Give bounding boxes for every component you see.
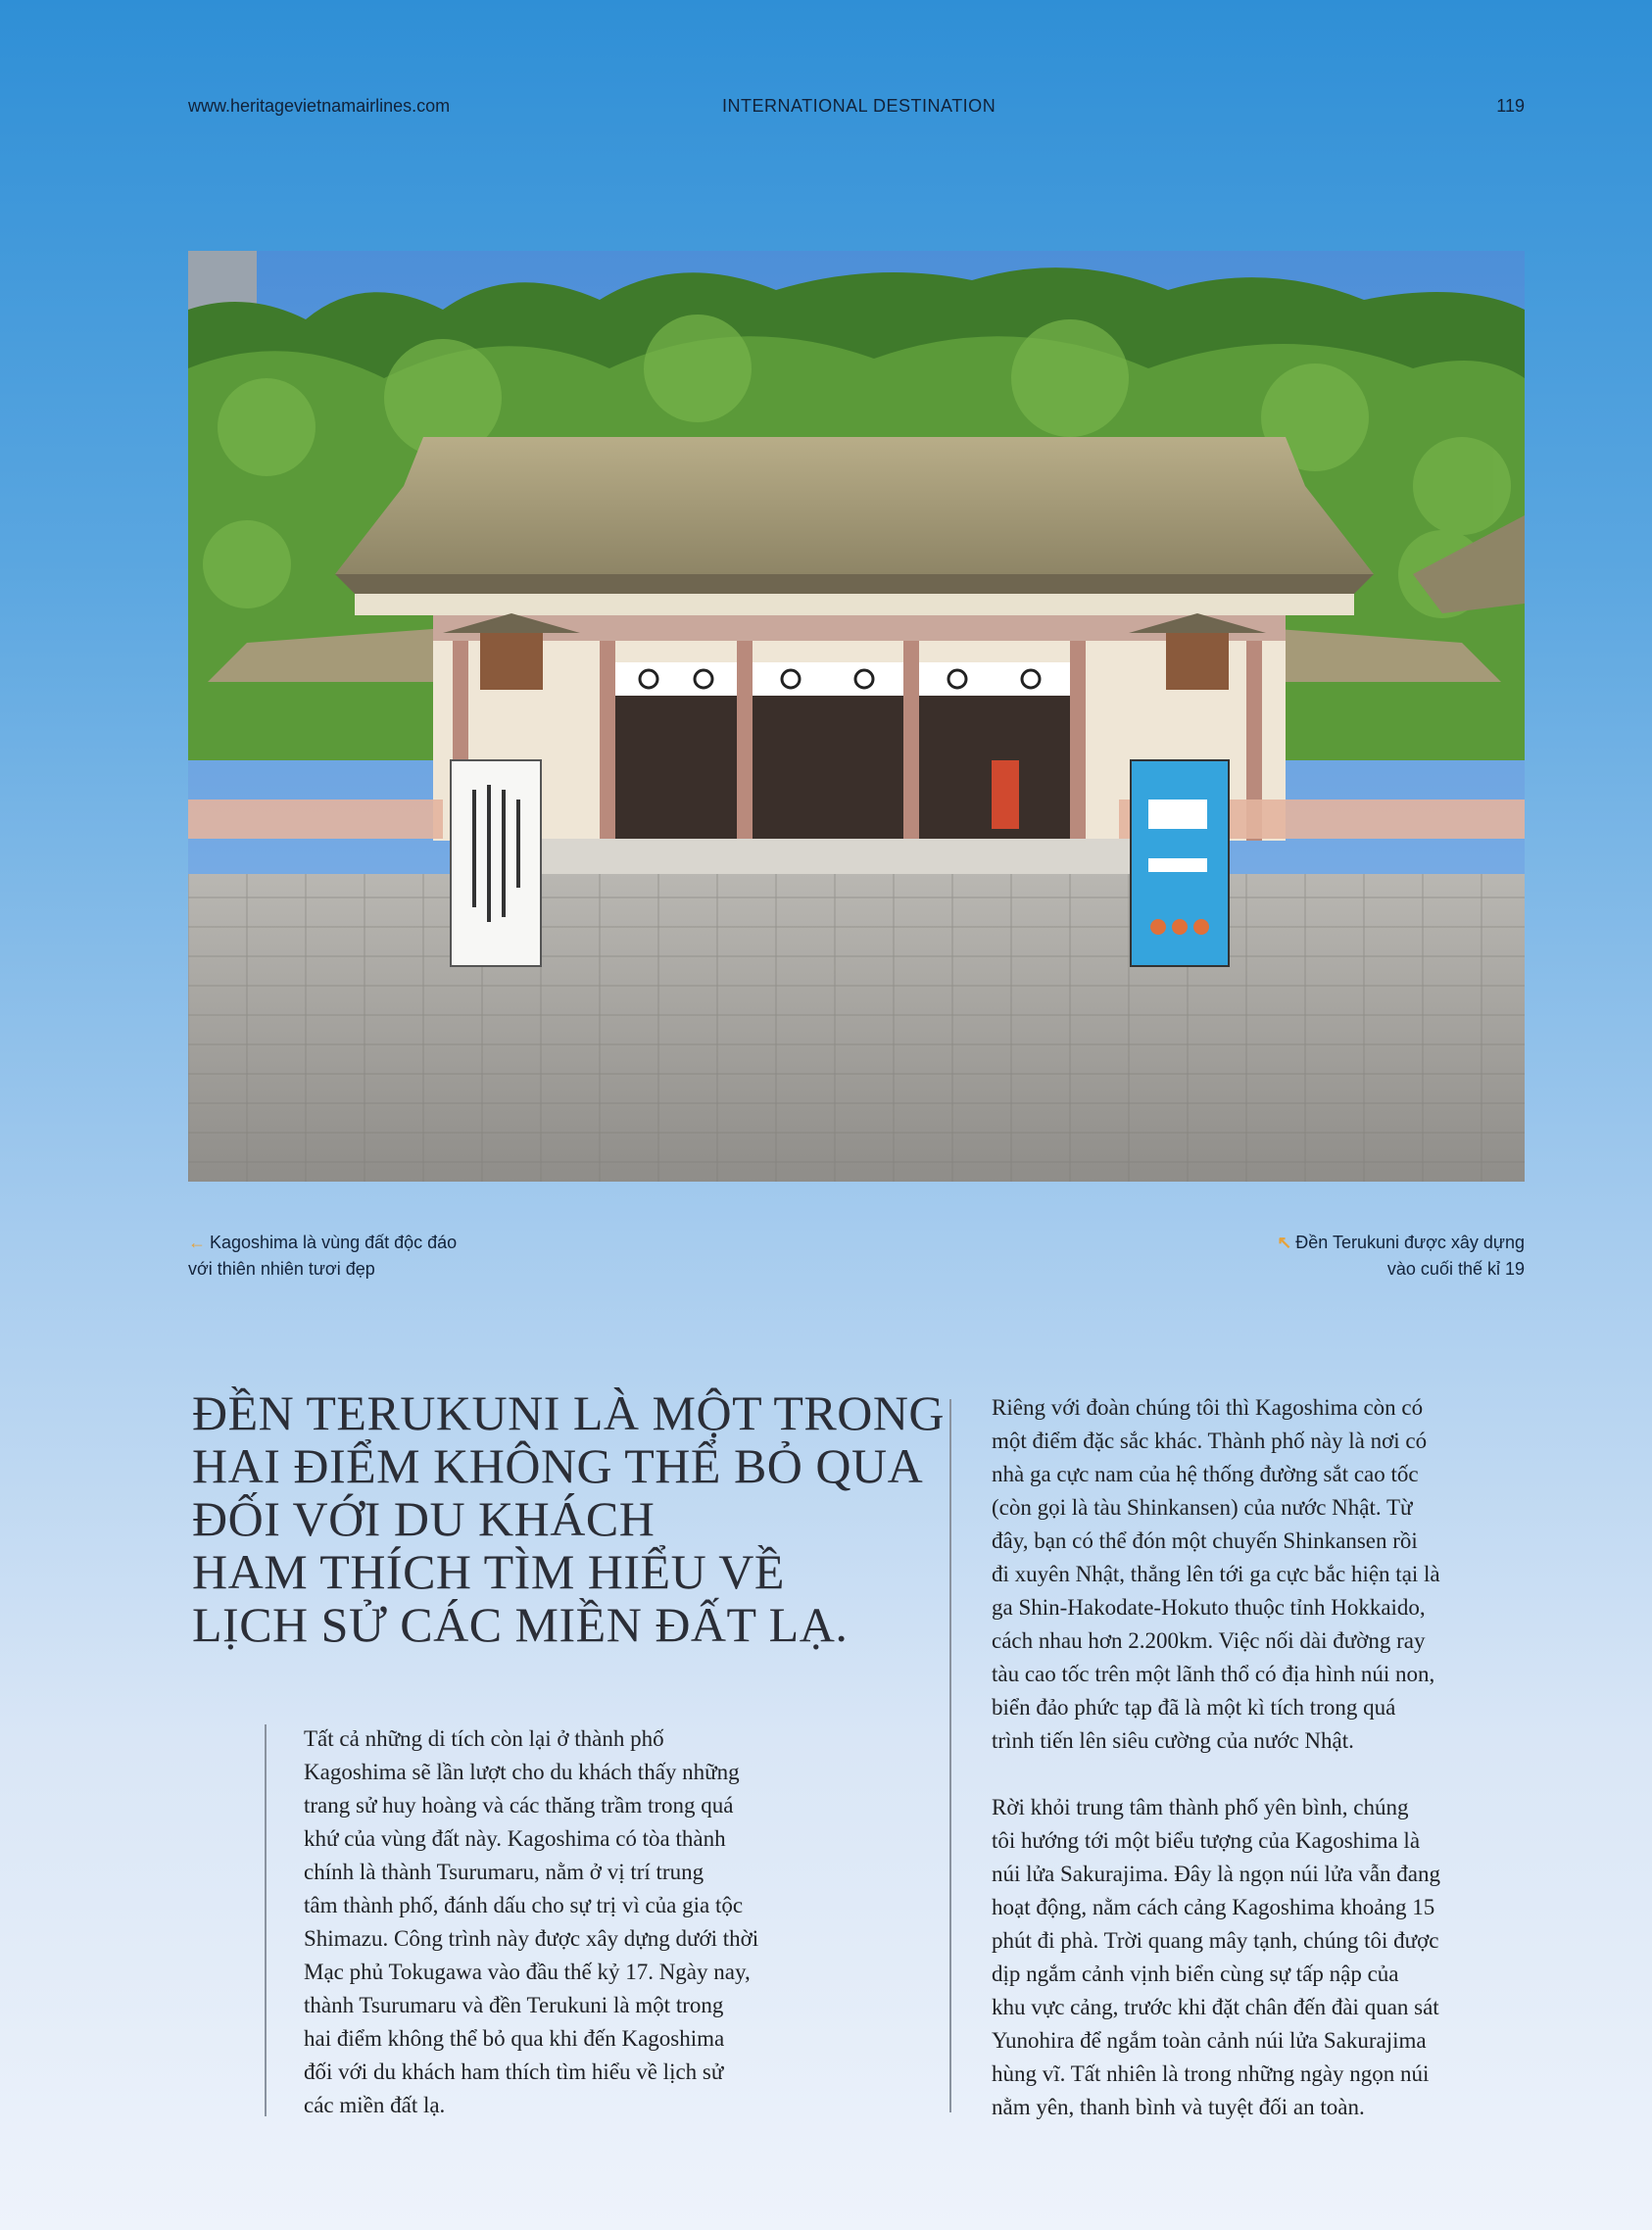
text-line: khứ của vùng đất này. Kagoshima có tòa thành bbox=[304, 1826, 726, 1851]
section-title: INTERNATIONAL DESTINATION bbox=[722, 96, 996, 116]
text-line: các miền đất lạ. bbox=[304, 2093, 446, 2117]
page-number: 119 bbox=[1496, 96, 1525, 116]
text-line: một điểm đặc sắc khác. Thành phố này là nơi có bbox=[992, 1429, 1428, 1453]
text-line: phút đi phà. Trời quang mây tạnh, chúng tôi được bbox=[992, 1928, 1439, 1953]
paragraph bbox=[304, 1722, 852, 2122]
text-line: Kagoshima sẽ lần lượt cho du khách thấy những bbox=[304, 1760, 740, 1784]
text-line: trình tiến lên siêu cường của nước Nhật. bbox=[992, 1728, 1354, 1753]
text-line: tôi hướng tới một biểu tượng của Kagoshima là bbox=[992, 1828, 1421, 1853]
text-line: núi lửa Sakurajima. Đây là ngọn núi lửa vẫn đang bbox=[992, 1862, 1440, 1886]
pull-quote-line: ĐỀN TERUKUNI LÀ MỘT TRONG bbox=[192, 1385, 946, 1440]
text-line: khu vực cảng, trước khi đặt chân đến đài quan sát bbox=[992, 1995, 1439, 2019]
text-line: đối với du khách ham thích tìm hiểu về lịch sử bbox=[304, 2060, 724, 2084]
shrine-photo bbox=[188, 251, 1525, 1182]
arrow-left-icon: ← bbox=[188, 1233, 206, 1252]
caption-line: Đền Terukuni được xây dựng bbox=[1295, 1233, 1525, 1252]
text-line: Rời khỏi trung tâm thành phố yên bình, chúng bbox=[992, 1795, 1409, 1819]
text-line: thành Tsurumaru và đền Terukuni là một trong bbox=[304, 1993, 724, 2017]
text-line: hùng vĩ. Tất nhiên là trong những ngày ngọn núi bbox=[992, 2061, 1430, 2086]
column-divider bbox=[949, 1399, 951, 2112]
arrow-up-left-icon: ↖ bbox=[1277, 1233, 1292, 1252]
text-line: chính là thành Tsurumaru, nằm ở vị trí trung bbox=[304, 1860, 705, 1884]
text-line: trang sử huy hoàng và các thăng trầm trong quá bbox=[304, 1793, 734, 1818]
pull-quote-line: HAI ĐIỂM KHÔNG THỂ BỎ QUA bbox=[192, 1438, 924, 1493]
website-url[interactable]: www.heritagevietnamairlines.com bbox=[188, 96, 451, 116]
text-line: tâm thành phố, đánh dấu cho sự trị vì của gia tộc bbox=[304, 1893, 744, 1917]
pull-quote bbox=[192, 1385, 946, 1652]
text-line: Riêng với đoàn chúng tôi thì Kagoshima còn có bbox=[992, 1395, 1424, 1420]
text-line: Yunohira để ngắm toàn cảnh núi lửa Sakurajima bbox=[992, 2028, 1427, 2053]
text-line: tàu cao tốc trên một lãnh thổ có địa hình núi non, bbox=[992, 1662, 1435, 1686]
pull-quote-line: LỊCH SỬ CÁC MIỀN ĐẤT LẠ. bbox=[192, 1597, 849, 1652]
text-line: dịp ngắm cảnh vịnh biển cùng sự tấp nập của bbox=[992, 1962, 1399, 1986]
text-line: Tất cả những di tích còn lại ở thành phố bbox=[304, 1726, 664, 1751]
pull-quote-line: ĐỐI VỚI DU KHÁCH bbox=[192, 1491, 656, 1546]
text-line: ga Shin-Hakodate-Hokuto thuộc tỉnh Hokkaido, bbox=[992, 1595, 1426, 1620]
text-line: hoạt động, nằm cách cảng Kagoshima khoảng 15 bbox=[992, 1895, 1435, 1919]
photo-caption-right bbox=[1191, 1230, 1525, 1283]
photo-caption-left bbox=[188, 1230, 511, 1283]
text-line: (còn gọi là tàu Shinkansen) của nước Nhật. Từ bbox=[992, 1495, 1413, 1520]
text-line: cách nhau hơn 2.200km. Việc nối dài đường ray bbox=[992, 1628, 1426, 1653]
text-line: đi xuyên Nhật, thẳng lên tới ga cực bắc hiện tại là bbox=[992, 1562, 1440, 1586]
text-line: nhà ga cực nam của hệ thống đường sắt cao tốc bbox=[992, 1462, 1419, 1486]
caption-line: với thiên nhiên tươi đẹp bbox=[188, 1259, 375, 1279]
pull-quote-line: HAM THÍCH TÌM HIỂU VỀ bbox=[192, 1544, 785, 1599]
column-divider bbox=[265, 1724, 267, 2116]
text-line: hai điểm không thể bỏ qua khi đến Kagoshima bbox=[304, 2026, 725, 2051]
text-line: Mạc phủ Tokugawa vào đầu thế kỷ 17. Ngày nay, bbox=[304, 1960, 751, 1984]
text-line: Shimazu. Công trình này được xây dựng dưới thời bbox=[304, 1926, 759, 1951]
page-header bbox=[188, 96, 1525, 120]
paragraph bbox=[992, 1791, 1540, 2124]
caption-line: Kagoshima là vùng đất độc đáo bbox=[210, 1233, 458, 1252]
caption-line: vào cuối thế kỉ 19 bbox=[1386, 1259, 1525, 1279]
paragraph bbox=[992, 1391, 1540, 1758]
text-line: biển đảo phức tạp đã là một kì tích trong quá bbox=[992, 1695, 1396, 1720]
article-paragraph-left bbox=[304, 1722, 852, 2122]
article-column-right bbox=[992, 1391, 1540, 2157]
text-line: nằm yên, thanh bình và tuyệt đối an toàn. bbox=[992, 2095, 1365, 2119]
text-line: đây, bạn có thể đón một chuyến Shinkansen rồi bbox=[992, 1528, 1418, 1553]
